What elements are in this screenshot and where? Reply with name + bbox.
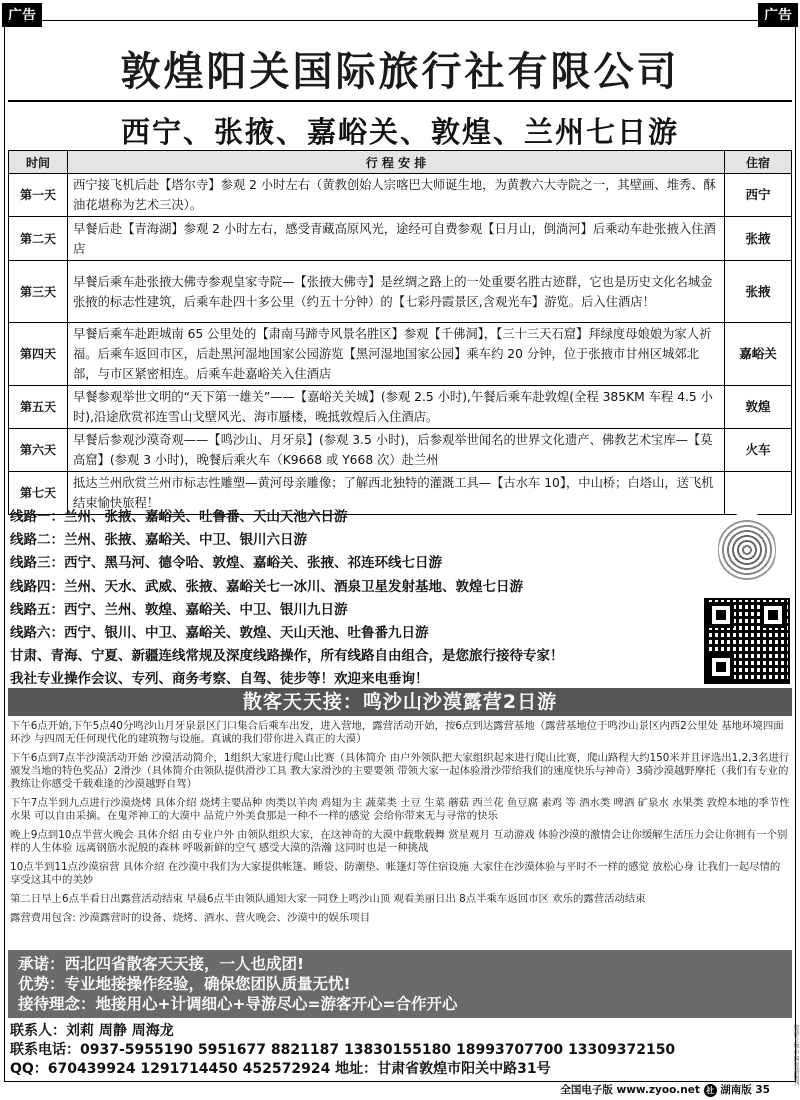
day-desc: 西宁接飞机后赴【塔尔寺】参观 2 小时左右（黄教创始人宗喀巴大师诞生地，为黄教六大寺院之一，其壁画、堆秀、酥油花堪称为艺术三决）。 (68, 174, 725, 217)
camp-paragraph: 晚上9点到10点半营火晚会 具体介绍 由专业户外 由领队组织大家，在这神奇的大漠中载歌载舞 赏星观月 互动游戏 体验沙漠的激情会让你缓解生活压力会让你拥有一个别样的人生体验 远离钢筋水泥般的森林 呼吸新鲜的空气 感受大漠的浩瀚 这同时也是一种挑战 (10, 829, 788, 854)
route-line: 线路六：西宁、银川、中卫、嘉峪关、敦煌、天山天池、吐鲁番九日游 (10, 624, 429, 641)
header-time: 时间 (9, 151, 68, 174)
day-desc: 早餐后乘车赴张掖大佛寺参观皇家寺院—【张掖大佛寺】是丝绸之路上的一处重要名胜古迹群，它也是历史文化名城金张掖的标志性建筑，后乘车赴四十多公里（约五十分钟）的【七彩丹霞景区,含观光车】游览。后入住酒店！ (68, 261, 725, 323)
day-label: 第二天 (9, 217, 68, 261)
contact-block (10, 1022, 790, 1079)
route-list (10, 506, 690, 692)
stay-place: 张掖 (725, 217, 792, 261)
camp-paragraph: 露营费用包含: 沙漠露营时的设备、烧烤、酒水、营火晚会、沙漠中的娱乐项目 (10, 912, 371, 924)
header-plan: 行 程 安 排 (68, 151, 725, 174)
company-name: 敦煌阳关国际旅行社有限公司 (120, 49, 680, 95)
ad-tag-left: 广告 (2, 3, 42, 27)
day-desc: 早餐后参观沙漠奇观——【鸣沙山、月牙泉】(参观 3.5 小时)，后参观举世闻名的世界文化遗产、佛教艺术宝库—【莫高窟】(参观 3 小时)，晚餐后乘火车（K9668 或 Y668 次）赴兰州 (68, 429, 725, 472)
day-label: 第一天 (9, 174, 68, 217)
table-row (9, 429, 792, 472)
day-label: 第三天 (9, 261, 68, 323)
contact-qq-address: QQ：670439924 1291714450 452572924 地址：甘肃省敦煌市阳关中路31号 (10, 1061, 551, 1077)
footer-badge: 社 (704, 1084, 717, 1097)
itinerary-table (8, 150, 792, 515)
day-desc: 早餐后赴【青海湖】参观 2 小时左右，感受青藏高原风光，途经可自费参观【日月山，倒淌河】后乘动车赴张掖入住酒店 (68, 217, 725, 261)
advantage-line: 优势：专业地接操作经验，确保您团队质量无忧! (18, 975, 351, 993)
footer-edition: 湖南版 (720, 1084, 752, 1096)
day-label: 第四天 (9, 323, 68, 386)
qr-finder (708, 654, 734, 680)
table-row (9, 261, 792, 323)
stay-place: 张掖 (725, 261, 792, 323)
camp-paragraph: 下午7点半到九点进行沙漠烧烤 具体介绍 烧烤主要品种 肉类以羊肉 鸡翅为主 蔬菜类 土豆 生菜 蘑菇 西兰花 鱼豆腐 素鸡 等 酒水类 啤酒 矿泉水 水果类 敦煌本地的季节性水果 可以自由采摘。在鬼斧神工的大漠中 品荒户外美食那是一种不一样的感觉 会给你带来无与寻常的快乐 (10, 797, 790, 822)
stay-place (725, 472, 792, 515)
philosophy-line: 接待理念：地接用心+计调细心+导游尽心=游客开心=合作开心 (18, 995, 458, 1013)
qr-finder (708, 602, 734, 628)
camp-paragraph: 10点半到11点沙漠宿营 具体介绍 在沙漠中我们为大家提供帐篷、睡袋、防潮垫、帐篷灯等住宿设施 大家住在沙漠体验与平时不一样的感觉 放松心身 让我们一起尽情的享受这其中的美妙 (10, 861, 781, 886)
table-header-row (9, 151, 792, 174)
day-desc: 抵达兰州欣赏兰州市标志性雕塑—黄河母亲雕像；了解西北独特的灌溉工具—【古水车 10】，中山桥；白塔山，送飞机结束愉快旅程！ (68, 472, 725, 515)
fingerprint-icon (718, 512, 776, 588)
side-note: 旅游专版·中国旅游报刊 (792, 1024, 799, 1086)
ad-tag-right: 广告 (758, 3, 798, 27)
promise-line: 承诺：西北四省散客天天接，一人也成团! (18, 955, 305, 973)
day-label: 第七天 (9, 472, 68, 515)
route-line: 线路四：兰州、天水、武威、张掖、嘉峪关七一冰川、酒泉卫星发射基地、敦煌七日游 (10, 578, 523, 595)
service-line: 甘肃、青海、宁夏、新疆连线常规及深度线路操作，所有线路自由组合，是您旅行接待专家！ (10, 648, 564, 665)
camp-title-banner: 散客天天接：鸣沙山沙漠露营2日游 (8, 688, 792, 716)
contact-persons: 联系人：刘莉 周静 周海龙 (10, 1023, 174, 1039)
stay-place: 西宁 (725, 174, 792, 217)
day-label: 第六天 (9, 429, 68, 472)
camp-description (10, 720, 790, 931)
camp-paragraph: 下午6点开始,下午5点40分鸣沙山月牙泉景区门口集合后乘车出发，进入营地，露营活动开始，按6点到达露营基地（露营基地位于鸣沙山景区内西2公里处 基地环境四面环沙 与四周无任何现代化的建筑物与设施。真诚的我们带你进入真正的大漠） (10, 720, 784, 745)
stay-place: 火车 (725, 429, 792, 472)
day-label: 第五天 (9, 386, 68, 429)
stay-place: 敦煌 (725, 386, 792, 429)
camp-paragraph: 下午6点到7点半沙漠活动开始 沙漠活动简介，1组织大家进行爬山比赛（具体简介 由户外领队把大家组织起来进行爬山比赛，爬山路程大约150米并且评选出1,2,3名进行颁发当地的特色奖品）2滑沙（具体简介由领队提供滑沙工具 教大家滑沙的主要要领 带领大家一起体验滑沙带给我们的速度快乐与神奇）3骑沙漠越野摩托（我们有专业的教练让你感受千载难逢的沙漠越野自驾） (10, 752, 790, 790)
route-line: 线路五：西宁、兰州、敦煌、嘉峪关、中卫、银川九日游 (10, 601, 348, 618)
page-number: 35 (755, 1084, 770, 1096)
footer-site: 全国电子版 www.zyoo.net (560, 1084, 700, 1096)
qr-finder (760, 602, 786, 628)
service-line: 我社专业操作会议、专列、商务考察、自驾、徒步等！欢迎来电垂询！ (10, 671, 429, 688)
day-desc: 早餐参观举世文明的“天下第一雄关”——【嘉峪关关城】(参观 2.5 小时),午餐后乘车赴敦煌(全程 385KM 车程 4.5 小时),沿途欣赏祁连雪山戈壁风光、海市蜃楼，晚抵敦煌后入住酒店。 (68, 386, 725, 429)
route-line: 线路一：兰州、张掖、嘉峪关、吐鲁番、天山天池六日游 (10, 509, 348, 525)
route-line: 线路二：兰州、张掖、嘉峪关、中卫、银川六日游 (10, 532, 307, 549)
contact-phones: 联系电话：0937-5955190 5951677 8821187 13830155180 18993707700 13309372150 (10, 1042, 676, 1058)
camp-paragraph: 第二日早上6点半看日出露营活动结束 早晨6点半由领队通知大家一同登上鸣沙山顶 观看美丽日出 8点半乘车返回市区 欢乐的露营活动结束 (10, 893, 646, 905)
table-row (9, 323, 792, 386)
page-footer (560, 1082, 770, 1097)
divider (8, 100, 792, 102)
qr-code-icon (704, 598, 790, 684)
route-line: 线路三：西宁、黑马河、德令哈、敦煌、嘉峪关、张掖、祁连环线七日游 (10, 555, 442, 572)
table-row (9, 217, 792, 261)
table-row (9, 174, 792, 217)
stay-place: 嘉峪关 (725, 323, 792, 386)
table-row (9, 386, 792, 429)
day-desc: 早餐后乘车赴距城南 65 公里处的【肃南马蹄寺风景名胜区】参观【千佛洞】，【三十三天石窟】拜绿度母娘娘为家人祈福。后乘车返回市区，后赴黑河湿地国家公园游览【黑河湿地国家公园】乘车约 20 分钟，位于张掖市甘州区城郊北部，与市区紧密相连。后乘车赴嘉峪关入住酒店 (68, 323, 725, 386)
route-title: 西宁、张掖、嘉峪关、敦煌、兰州七日游 (120, 115, 679, 149)
header-stay: 住宿 (725, 151, 792, 174)
promise-box (8, 950, 792, 1018)
